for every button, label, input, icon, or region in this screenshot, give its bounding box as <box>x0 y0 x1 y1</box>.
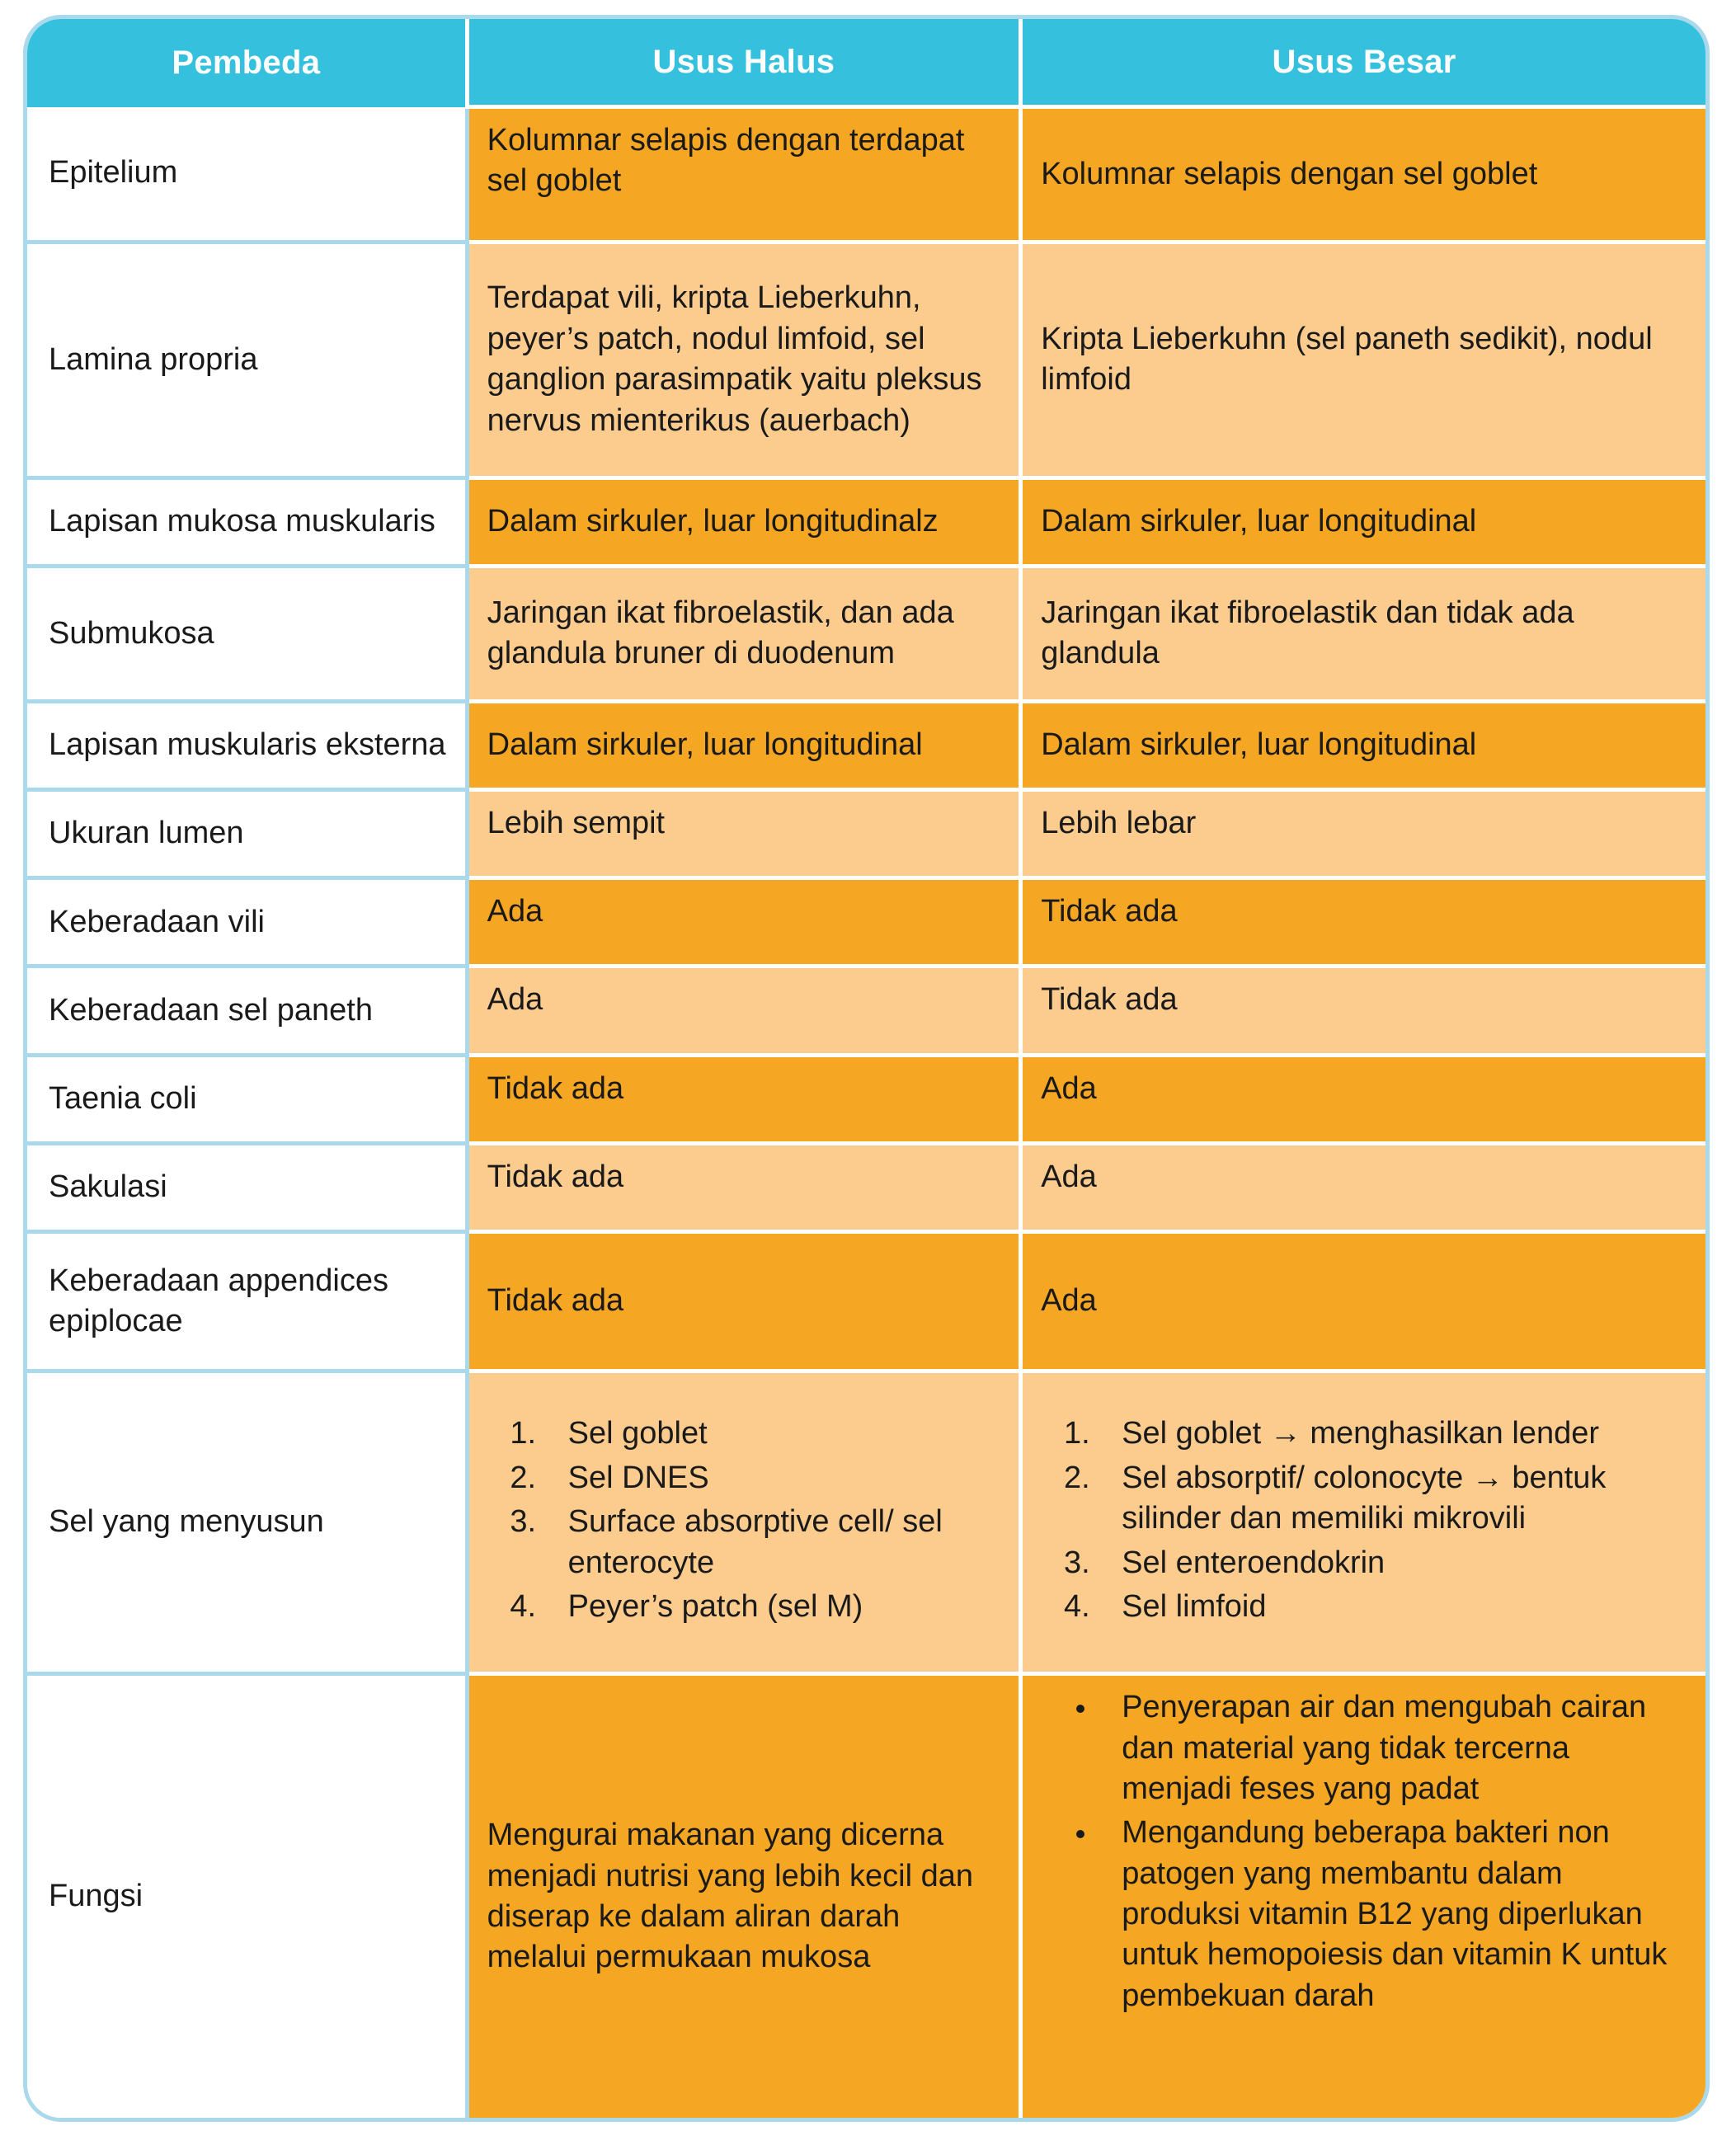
cell-usus-besar-lapisan-mukosa-muskularis: Dalam sirkuler, luar longitudinal <box>1021 477 1705 566</box>
column-header-usus-halus: Usus Halus <box>467 19 1021 107</box>
table-row <box>27 567 1705 702</box>
row-label-fungsi: Fungsi <box>27 1674 467 2118</box>
list-item: 1. Sel goblet → menghasilkan lender <box>1099 1414 1687 1454</box>
list-item: 3. Sel enteroendokrin <box>1099 1543 1687 1583</box>
cell-usus-halus-keberadaan-vili: Ada <box>467 878 1021 967</box>
usus-besar-cell-list <box>1041 1414 1687 1627</box>
table-row <box>27 242 1705 477</box>
cell-usus-halus-epitelium: Kolumnar selapis dengan terdapat sel goblet <box>467 107 1021 242</box>
usus-halus-cell-list <box>487 1414 1001 1627</box>
table-row <box>27 1674 1705 2118</box>
table-row <box>27 107 1705 242</box>
row-label-ukuran-lumen: Ukuran lumen <box>27 789 467 877</box>
usus-besar-fungsi-list <box>1041 1687 1687 2016</box>
cell-usus-besar-taenia-coli: Ada <box>1021 1055 1705 1143</box>
row-label-keberadaan-vili: Keberadaan vili <box>27 878 467 967</box>
row-label-keberadaan-appendices-epiplocae: Keberadaan appendices epiplocae <box>27 1232 467 1371</box>
column-header-pembeda: Pembeda <box>27 19 467 107</box>
row-label-keberadaan-sel-paneth: Keberadaan sel paneth <box>27 967 467 1055</box>
table-header <box>27 19 1705 107</box>
comparison-table <box>27 19 1705 2118</box>
table-row <box>27 701 1705 789</box>
row-label-sel-yang-menyusun: Sel yang menyusun <box>27 1371 467 1673</box>
cell-usus-halus-sakulasi: Tidak ada <box>467 1143 1021 1231</box>
table-row <box>27 1143 1705 1231</box>
table-body <box>27 107 1705 2119</box>
column-header-usus-besar: Usus Besar <box>1021 19 1705 107</box>
cell-usus-halus-lamina-propria: Terdapat vili, kripta Lieberkuhn, peyer’s patch, nodul limfoid, sel ganglion parasimpatik yaitu pleksus nervus mienterikus (auerbach) <box>467 242 1021 477</box>
table-row <box>27 1232 1705 1371</box>
row-label-lapisan-mukosa-muskularis: Lapisan mukosa muskularis <box>27 477 467 566</box>
cell-usus-besar-submukosa: Jaringan ikat fibroelastik dan tidak ada glandula <box>1021 567 1705 702</box>
cell-usus-halus-ukuran-lumen: Lebih sempit <box>467 789 1021 877</box>
table-row <box>27 1055 1705 1143</box>
cell-usus-halus-lapisan-muskularis-eksterna: Dalam sirkuler, luar longitudinal <box>467 701 1021 789</box>
row-label-lapisan-muskularis-eksterna: Lapisan muskularis eksterna <box>27 701 467 789</box>
row-label-taenia-coli: Taenia coli <box>27 1055 467 1143</box>
cell-usus-besar-sakulasi: Ada <box>1021 1143 1705 1231</box>
cell-usus-halus-keberadaan-sel-paneth: Ada <box>467 967 1021 1055</box>
list-item: 3. Surface absorptive cell/ sel enterocyte <box>545 1502 1001 1583</box>
list-item: 2. Sel absorptif/ colonocyte → bentuk silinder dan memiliki mikrovili <box>1099 1458 1687 1540</box>
row-label-epitelium: Epitelium <box>27 107 467 242</box>
cell-usus-halus-keberadaan-appendices-epiplocae: Tidak ada <box>467 1232 1021 1371</box>
cell-usus-halus-sel-yang-menyusun <box>467 1371 1021 1673</box>
cell-usus-halus-lapisan-mukosa-muskularis: Dalam sirkuler, luar longitudinalz <box>467 477 1021 566</box>
row-label-lamina-propria: Lamina propria <box>27 242 467 477</box>
row-label-sakulasi: Sakulasi <box>27 1143 467 1231</box>
cell-usus-besar-lamina-propria: Kripta Lieberkuhn (sel paneth sedikit), nodul limfoid <box>1021 242 1705 477</box>
list-item: 1. Sel goblet <box>545 1414 1001 1454</box>
cell-usus-halus-fungsi: Mengurai makanan yang dicerna menjadi nutrisi yang lebih kecil dan diserap ke dalam aliran darah melalui permukaan mukosa <box>467 1674 1021 2118</box>
cell-usus-besar-ukuran-lumen: Lebih lebar <box>1021 789 1705 877</box>
row-label-submukosa: Submukosa <box>27 567 467 702</box>
list-item: 2. Sel DNES <box>545 1458 1001 1498</box>
table-row <box>27 477 1705 566</box>
cell-usus-besar-sel-yang-menyusun <box>1021 1371 1705 1673</box>
cell-usus-halus-submukosa: Jaringan ikat fibroelastik, dan ada glandula bruner di duodenum <box>467 567 1021 702</box>
cell-usus-besar-keberadaan-vili: Tidak ada <box>1021 878 1705 967</box>
cell-usus-besar-keberadaan-sel-paneth: Tidak ada <box>1021 967 1705 1055</box>
list-item: • Penyerapan air dan mengubah cairan dan material yang tidak tercerna menjadi feses yang padat <box>1099 1687 1687 1809</box>
cell-usus-halus-taenia-coli: Tidak ada <box>467 1055 1021 1143</box>
table-row <box>27 789 1705 877</box>
list-item: 4. Sel limfoid <box>1099 1587 1687 1627</box>
cell-usus-besar-fungsi <box>1021 1674 1705 2118</box>
cell-usus-besar-lapisan-muskularis-eksterna: Dalam sirkuler, luar longitudinal <box>1021 701 1705 789</box>
list-item: • Mengandung beberapa bakteri non patogen yang membantu dalam produksi vitamin B12 yang diperlukan untuk hemopoiesis dan vitamin K untuk pembekuan darah <box>1099 1813 1687 2016</box>
header-row <box>27 19 1705 107</box>
table-row <box>27 1371 1705 1673</box>
table-row <box>27 967 1705 1055</box>
table-row <box>27 878 1705 967</box>
comparison-table-container <box>23 15 1710 2122</box>
list-item: 4. Peyer’s patch (sel M) <box>545 1587 1001 1627</box>
cell-usus-besar-keberadaan-appendices-epiplocae: Ada <box>1021 1232 1705 1371</box>
cell-usus-besar-epitelium: Kolumnar selapis dengan sel goblet <box>1021 107 1705 242</box>
